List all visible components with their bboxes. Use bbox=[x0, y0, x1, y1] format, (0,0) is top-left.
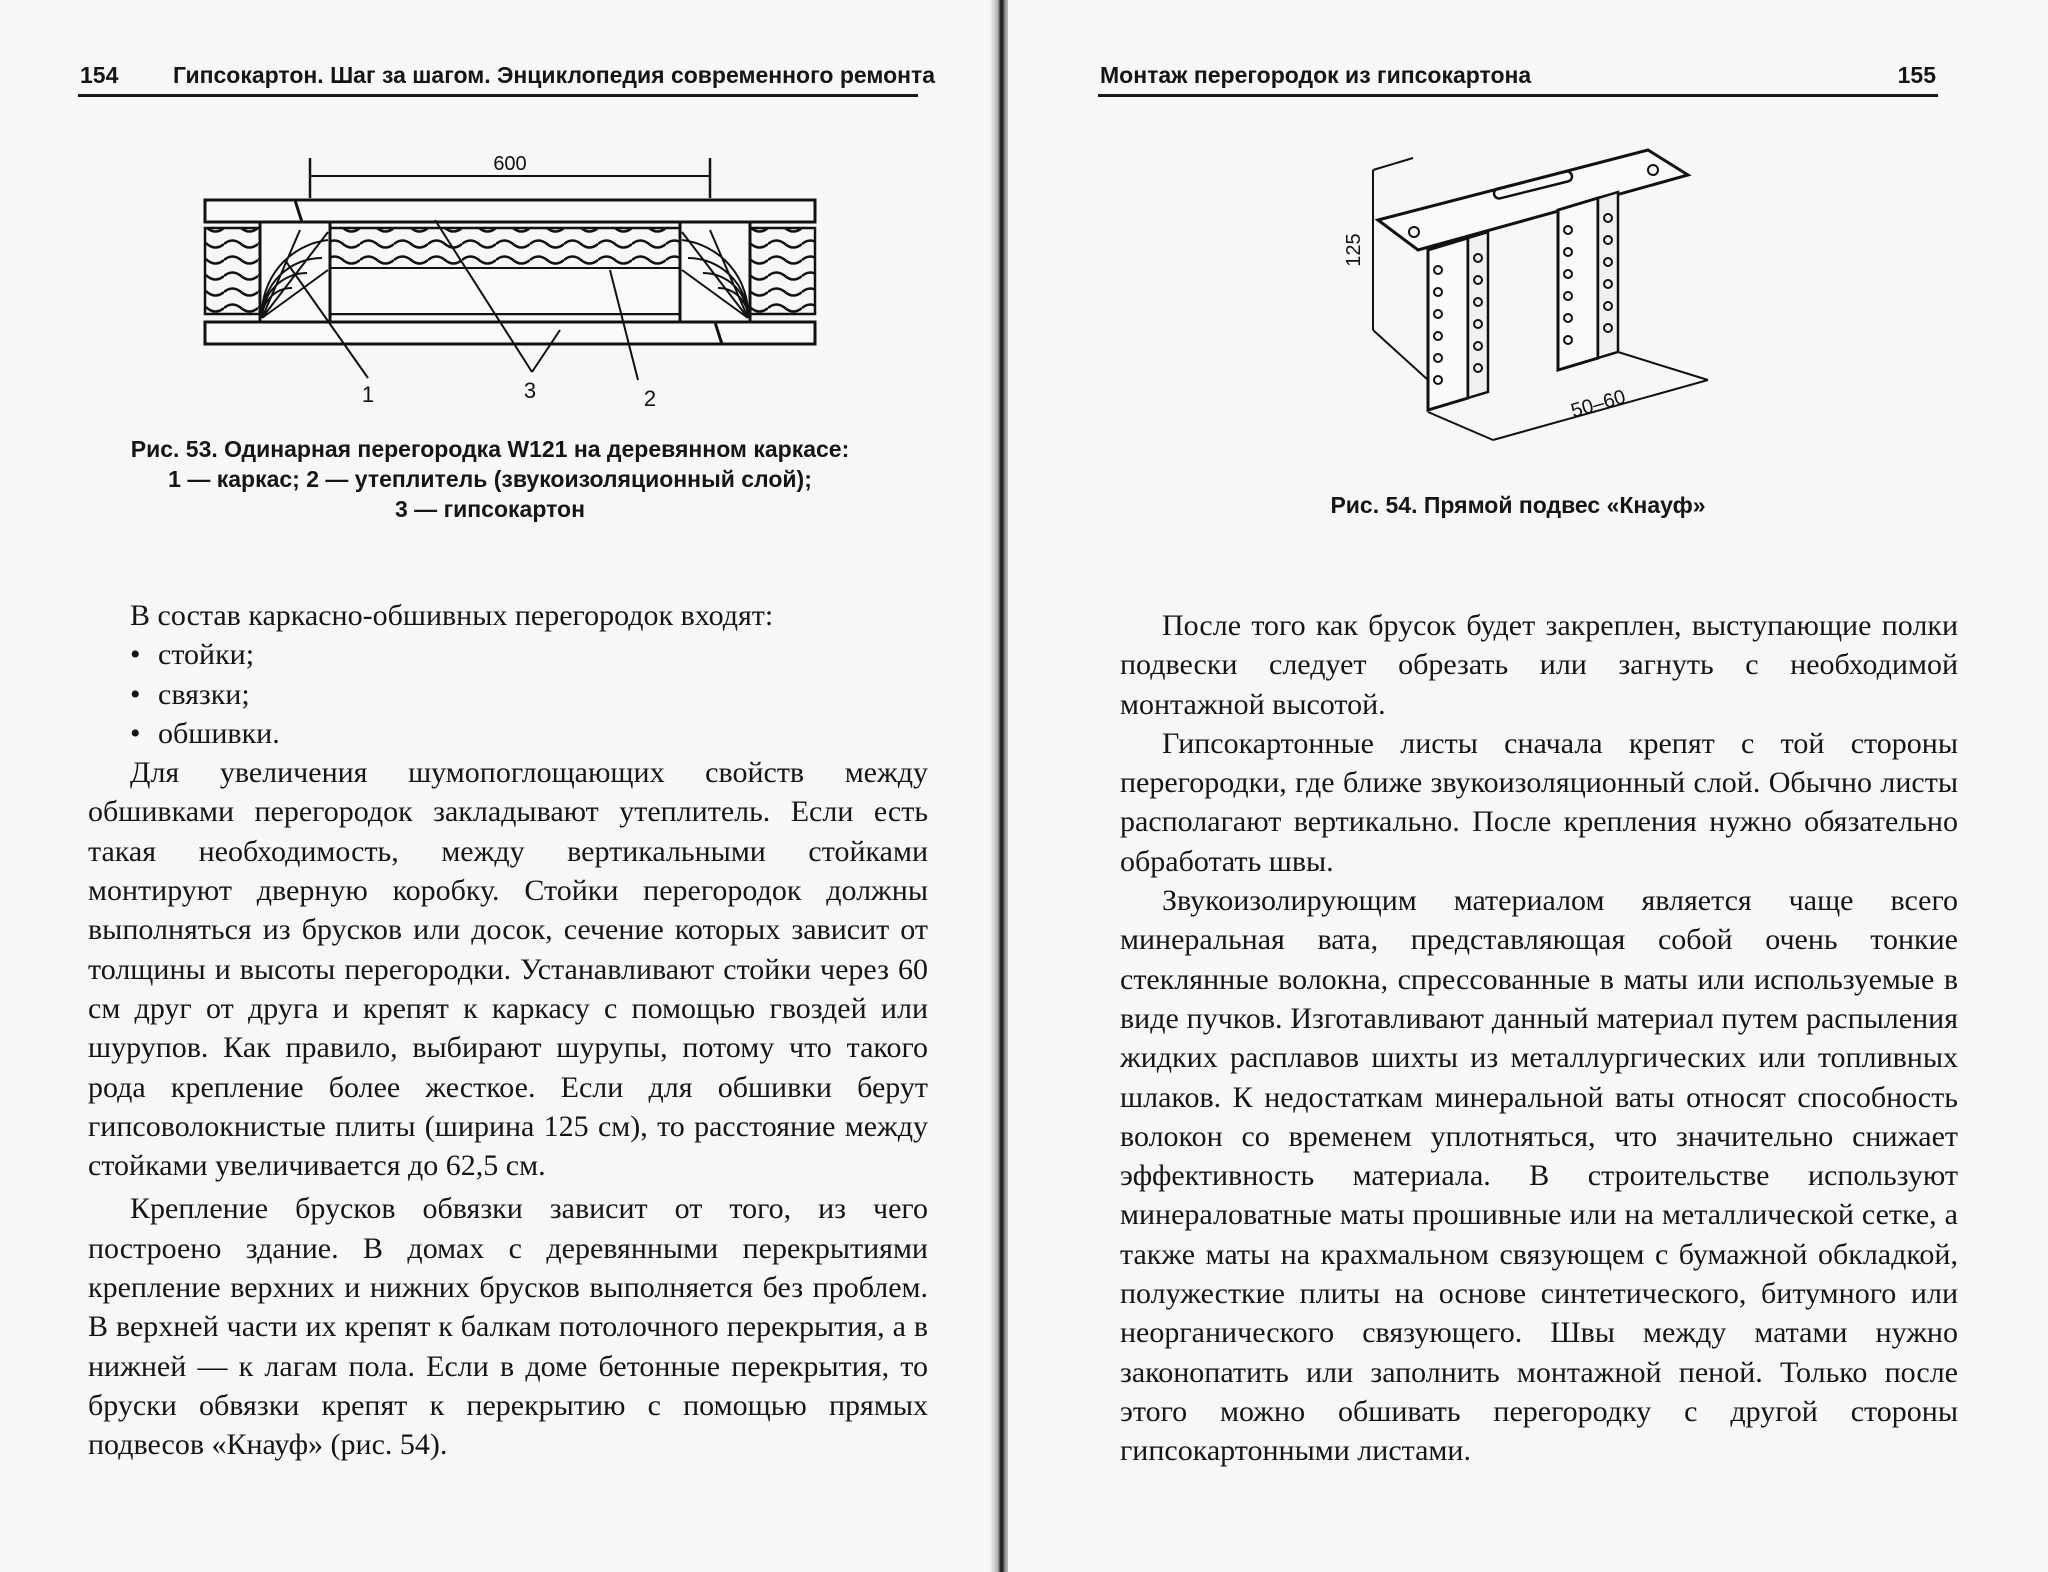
paragraph: После того как брусок будет закреплен, выступающие полки подвески следует обрезать или загнуть с необходимой монтажной высотой. bbox=[1120, 609, 1958, 721]
left-stud bbox=[260, 222, 330, 322]
figure-54-hanger bbox=[1318, 140, 1738, 460]
height-dimension bbox=[1343, 158, 1428, 380]
callout-3: 3 bbox=[523, 378, 537, 403]
caption-line: 3 — гипсокартон bbox=[395, 496, 585, 522]
component-list bbox=[88, 635, 928, 753]
paragraph: Гипсокартонные листы сначала крепят с той стороны перегородки, где ближе звукоизоляционный слой. Обычно листы располагают вертикально. После крепления нужно обязательно обработать швы. bbox=[1120, 726, 1958, 878]
width-label: 50–60 bbox=[1568, 385, 1629, 423]
caption-line: 1 — каркас; 2 — утеплитель (звукоизоляционный слой); bbox=[168, 466, 812, 492]
figure-53-caption bbox=[60, 434, 920, 524]
figure-53-partition bbox=[190, 140, 830, 420]
left-running-header bbox=[78, 56, 936, 97]
left-page bbox=[0, 0, 1000, 1572]
list-item: • обшивки. bbox=[130, 714, 928, 753]
paragraph: Для увеличения шумопоглощающих свойств между обшивками перегородок закладывают утеплитель. Если есть такая необходимость, между вертикальными стойками монтируют дверную коробку. Стойки перегородок должны выполняться из брусков или досок, сечение которых зависит от толщины и высоты перегородки. Устанавливают стойки через 60 см друг от друга и крепят к каркасу с помощью гвоздей или шурупов. Как правило, выбирают шурупы, потому что такого рода крепление более жесткое. Если для обшивки берут гипсоволокнистые плиты (ширина 125 см), то расстояние между стойками увеличивается до 62,5 см. bbox=[88, 756, 928, 1183]
right-running-title: Монтаж перегородок из гипсокартона bbox=[1100, 62, 1532, 88]
list-item: • стойки; bbox=[130, 635, 928, 674]
right-stud bbox=[680, 222, 750, 322]
left-body-text bbox=[88, 596, 928, 1465]
right-running-header bbox=[1098, 56, 1938, 97]
intro-paragraph: В состав каркасно-обшивных перегородок входят: bbox=[130, 599, 774, 632]
callout-1: 1 bbox=[361, 382, 375, 407]
right-page bbox=[1008, 0, 2048, 1572]
dimension-label: 600 bbox=[493, 153, 527, 175]
left-running-title: Гипсокартон. Шаг за шагом. Энциклопедия современного ремонта bbox=[173, 62, 936, 88]
callout-2: 2 bbox=[643, 386, 657, 411]
paragraph: Звукоизолирующим материалом является чаще всего минеральная вата, представляющая собой очень тонкие стеклянные волокна, спрессованные в маты или используемые в виде пучков. Изготавливают данный материал путем распыления жидких расплавов шихты из металлургических или топливных шлаков. К недостаткам минеральной ваты относят способность волокон со временем уплотняться, что значительно снижает эффективность материала. В строительстве используют минераловатные маты прошивные или на металлической сетке, а также маты на крахмальном связующем с бумажной обкладкой, полужесткие плиты на основе синтетического, битумного или неорганического связующего. Швы между матами нужно законопатить или заполнить монтажной пеной. Только после этого можно обшивать перегородку с другой стороны гипсокартонными листами. bbox=[1120, 884, 1958, 1468]
caption-line: Рис. 54. Прямой подвес «Кнауф» bbox=[1330, 492, 1706, 518]
paragraph: Крепление брусков обвязки зависит от того, из чего построено здание. В домах с деревянными перекрытиями крепление верхних и нижних брусков выполняется без проблем. В верхней части их крепят к балкам потолочного перекрытия, а в нижней — к лагам пола. Если в доме бетонные перекрытия, то бруски обвязки крепят к перекрытию с помощью прямых подвесов «Кнауф» (рис. 54). bbox=[88, 1192, 928, 1462]
height-label: 125 bbox=[1343, 233, 1365, 267]
list-item: • связки; bbox=[130, 675, 928, 714]
caption-line: Рис. 53. Одинарная перегородка W121 на деревянном каркасе: bbox=[130, 436, 850, 462]
left-page-number: 154 bbox=[80, 62, 119, 88]
dimension-600 bbox=[310, 153, 710, 198]
right-page-number: 155 bbox=[1897, 62, 1936, 88]
figure-54-caption bbox=[1098, 490, 1938, 520]
right-body-text bbox=[1120, 606, 1958, 1471]
